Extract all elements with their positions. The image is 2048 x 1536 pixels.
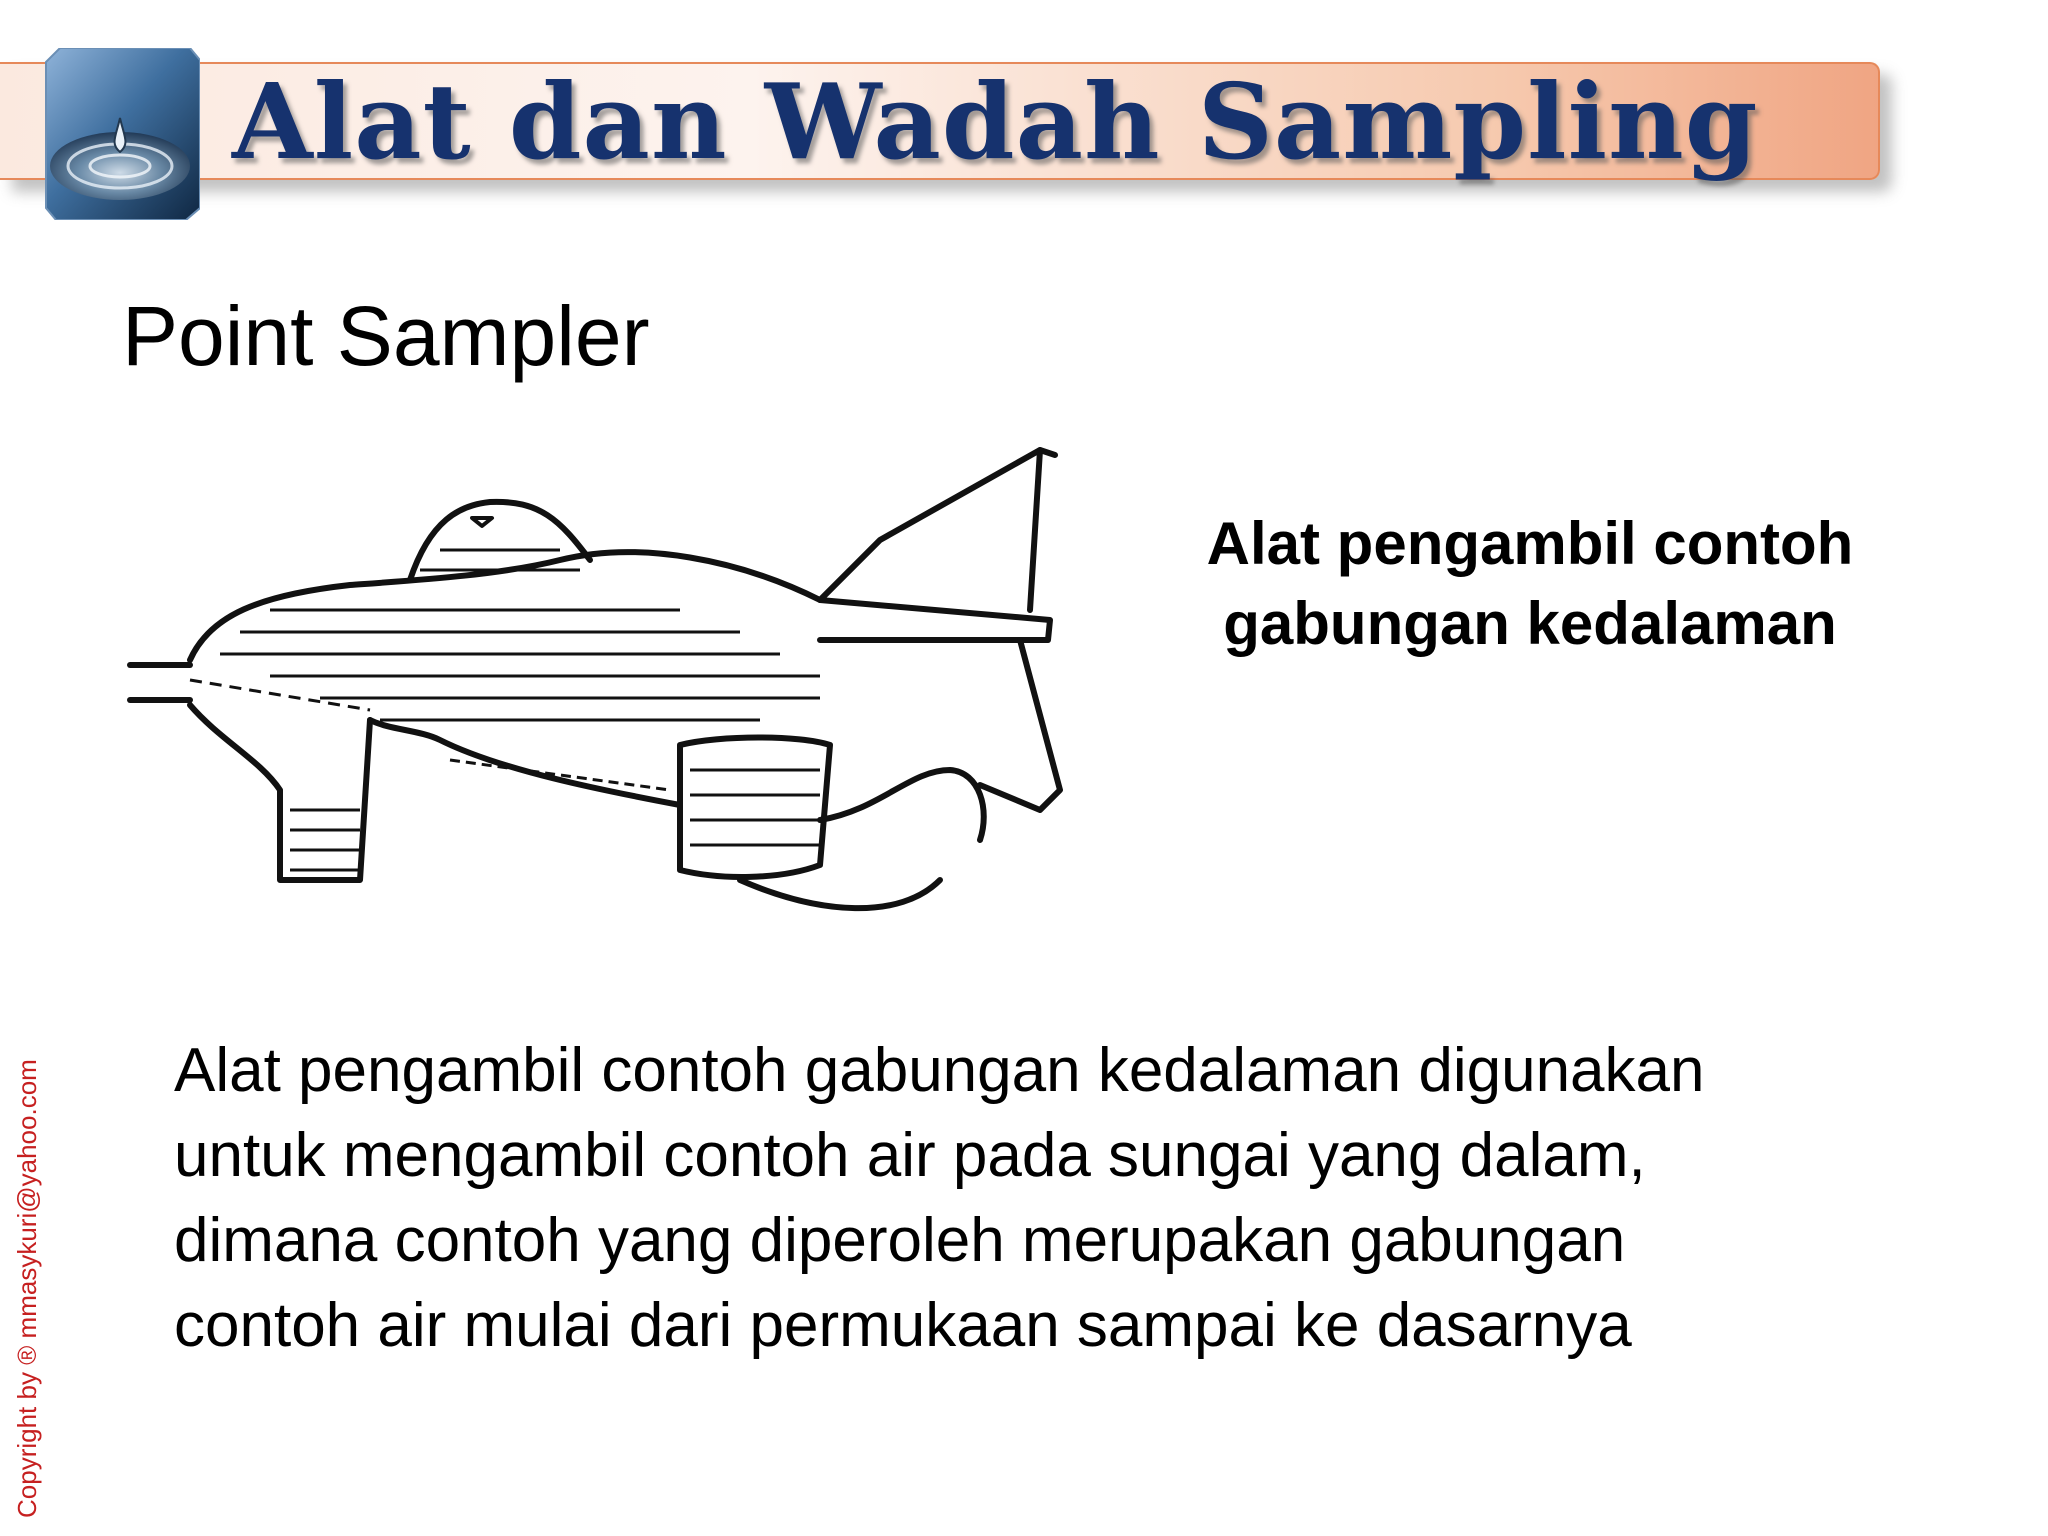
description-line: untuk mengambil contoh air pada sungai yang dalam, xyxy=(174,1121,1646,1190)
copyright-notice: Copyright by ® mmasykuri@yahoo.com xyxy=(12,1059,42,1518)
page-title: Alat dan Wadah Sampling xyxy=(232,60,1759,183)
water-drop-icon xyxy=(40,48,200,220)
caption-line: gabungan kedalaman xyxy=(1223,590,1837,657)
description-paragraph xyxy=(174,1028,1974,1368)
figure-caption xyxy=(1110,504,1950,664)
section-subtitle: Point Sampler xyxy=(122,289,650,383)
description-line: Alat pengambil contoh gabungan kedalaman digunakan xyxy=(174,1036,1705,1105)
description-line: dimana contoh yang diperoleh merupakan gabungan xyxy=(174,1206,1626,1275)
caption-line: Alat pengambil contoh xyxy=(1206,510,1854,577)
depth-integrated-sampler-illustration xyxy=(120,410,1100,930)
description-line: contoh air mulai dari permukaan sampai ke dasarnya xyxy=(174,1291,1632,1360)
